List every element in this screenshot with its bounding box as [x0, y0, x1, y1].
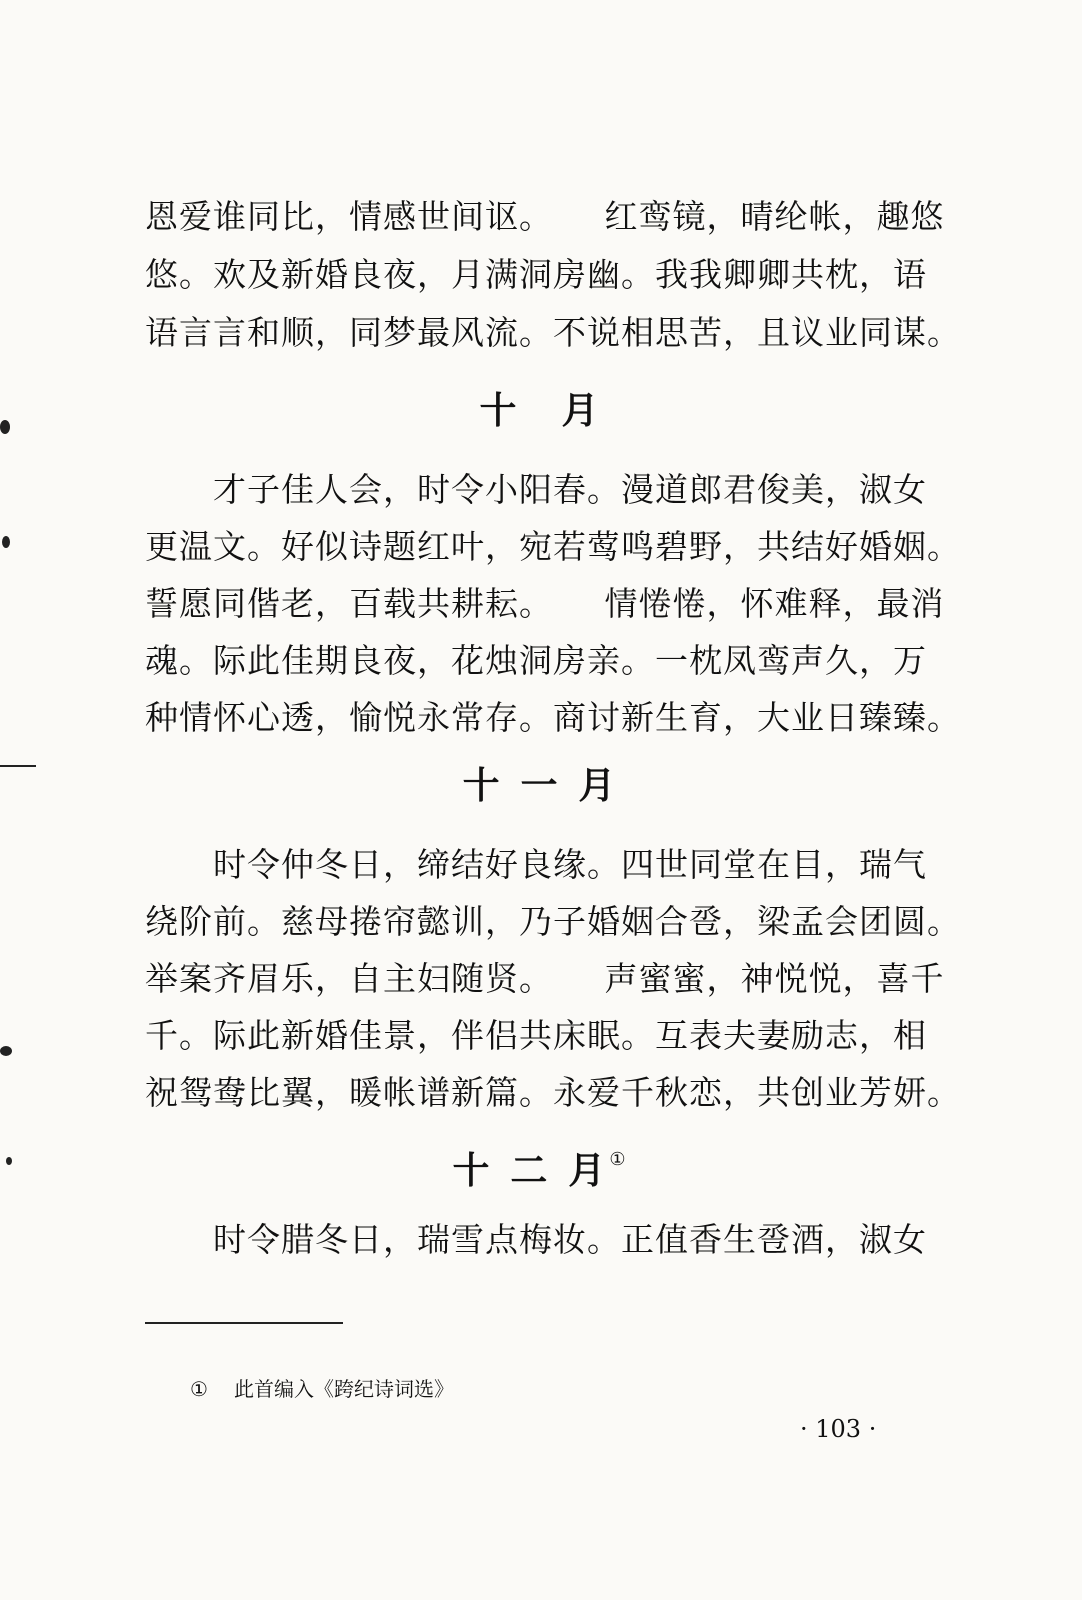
text-line: 时令仲冬日，缔结好良缘。四世同堂在目，瑞气	[145, 845, 927, 884]
footnote-mark: ①	[190, 1377, 208, 1401]
text-line: 才子佳人会，时令小阳春。漫道郎君俊美，淑女	[145, 470, 927, 509]
text-line: 语言言和顺，同梦最风流。不说相思苦，且议业同谋。	[145, 313, 961, 352]
text-line: 誓愿同偕老，百载共耕耘。 情惓惓，怀难释，最消	[145, 584, 945, 623]
scan-speck	[0, 420, 10, 434]
text-line: 祝鸳鸯比翼，暖帐谱新篇。永爱千秋恋，共创业芳妍。	[145, 1073, 961, 1112]
section-heading-october: 十 月	[479, 388, 603, 432]
text-line: 千。际此新婚佳景，伴侣共床眠。互表夫妻励志，相	[145, 1016, 927, 1055]
text-line: 更温文。好似诗题红叶，宛若莺鸣碧野，共结好婚姻。	[145, 527, 961, 566]
footnote	[190, 1376, 454, 1402]
page-number: · 103 ·	[800, 1415, 877, 1443]
footnote-text: 此首编入《跨纪诗词选》	[234, 1377, 454, 1401]
text-line: 恩爱谁同比，情感世间讴。 红鸾镜，晴纶帐，趣悠	[145, 197, 945, 236]
text-line: 绕阶前。慈母捲帘懿训，乃子婚姻合卺，梁孟会团圆。	[145, 902, 961, 941]
scan-speck	[2, 536, 10, 548]
heading-text: 十 二 月	[452, 1148, 610, 1192]
text-line: 时令腊冬日，瑞雪点梅妆。正值香生卺酒，淑女	[145, 1220, 927, 1259]
text-line: 魂。际此佳期良夜，花烛洞房亲。一枕凤鸾声久，万	[145, 641, 927, 680]
footnote-reference: ①	[609, 1149, 630, 1170]
text-line: 悠。欢及新婚良夜，月满洞房幽。我我卿卿共枕，语	[145, 255, 927, 294]
section-heading-november: 十 一 月	[462, 763, 620, 807]
text-line: 种情怀心透，愉悦永常存。商讨新生育，大业日臻臻。	[145, 698, 961, 737]
text-line: 举案齐眉乐，自主妇随贤。 声蜜蜜，神悦悦，喜千	[145, 959, 945, 998]
footnote-divider	[145, 1322, 343, 1324]
scan-speck	[6, 1157, 12, 1165]
scan-speck	[0, 765, 36, 767]
scan-speck	[0, 1046, 12, 1056]
section-heading-december	[0, 1138, 1082, 1192]
